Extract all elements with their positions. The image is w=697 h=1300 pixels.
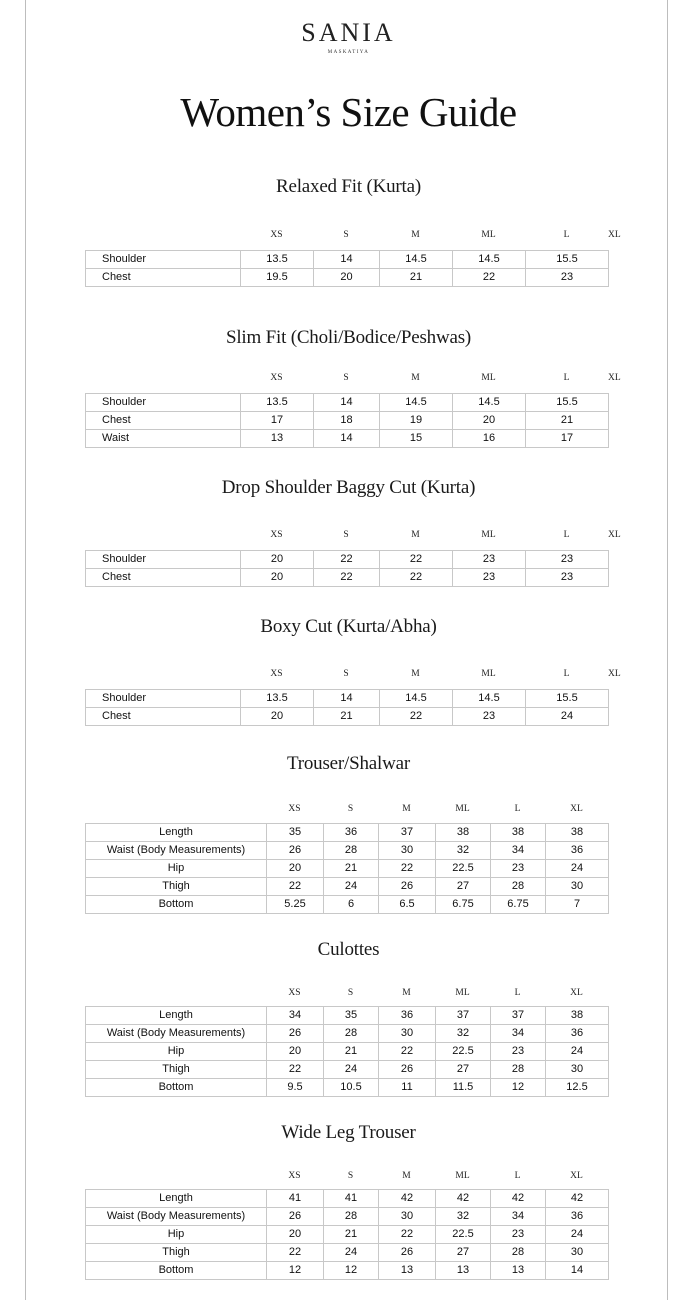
row-label: Waist (Body Measurements) <box>86 1208 267 1226</box>
row-label: Bottom <box>86 1262 267 1280</box>
table-row-shoulder <box>86 690 609 708</box>
table-row-waist-body-measurements <box>86 1025 609 1043</box>
size-cell-xs: 20 <box>241 551 314 569</box>
size-header-ml: ML <box>455 804 470 814</box>
size-header-row <box>85 228 621 242</box>
row-label: Chest <box>86 708 241 726</box>
size-header-ml: ML <box>481 230 496 240</box>
size-cell-m: 15 <box>380 430 453 448</box>
size-cell-ml: 23 <box>453 708 526 726</box>
size-cell-ml: 14.5 <box>453 251 526 269</box>
table-row-bottom <box>86 1079 609 1097</box>
size-header-m: M <box>402 988 411 998</box>
table-row-length <box>86 1190 609 1208</box>
row-label: Shoulder <box>86 251 241 269</box>
size-cell-xl: 38 <box>546 1007 609 1025</box>
size-header-row <box>85 802 608 816</box>
size-cell-m: 14.5 <box>380 394 453 412</box>
table-row-chest <box>86 412 609 430</box>
size-cell-xs: 13.5 <box>241 394 314 412</box>
size-cell-xs: 26 <box>267 1208 324 1226</box>
row-label: Hip <box>86 860 267 878</box>
size-cell-l: 38 <box>491 824 546 842</box>
size-cell-l: 17 <box>526 430 609 448</box>
row-label: Length <box>86 1190 267 1208</box>
size-table <box>85 250 609 287</box>
size-cell-m: 26 <box>379 1061 436 1079</box>
size-cell-m: 14.5 <box>380 690 453 708</box>
size-cell-l: 23 <box>491 860 546 878</box>
size-cell-xs: 26 <box>267 842 324 860</box>
size-cell-s: 12 <box>324 1262 379 1280</box>
table-row-chest <box>86 708 609 726</box>
size-cell-ml: 16 <box>453 430 526 448</box>
size-cell-xl: 36 <box>546 1208 609 1226</box>
size-cell-m: 13 <box>379 1262 436 1280</box>
size-cell-s: 14 <box>314 690 380 708</box>
size-cell-ml: 27 <box>436 1061 491 1079</box>
table-row-hip <box>86 1226 609 1244</box>
size-cell-l: 28 <box>491 878 546 896</box>
section-title: Drop Shoulder Baggy Cut (Kurta) <box>221 477 476 498</box>
section-title: Slim Fit (Choli/Bodice/Peshwas) <box>225 327 472 348</box>
size-cell-m: 6.5 <box>379 896 436 914</box>
size-cell-xl: 36 <box>546 1025 609 1043</box>
size-cell-ml: 32 <box>436 1025 491 1043</box>
size-cell-ml: 14.5 <box>453 690 526 708</box>
size-header-m: M <box>402 804 411 814</box>
size-cell-m: 22 <box>379 1043 436 1061</box>
size-cell-xs: 9.5 <box>267 1079 324 1097</box>
table-row-waist-body-measurements <box>86 842 609 860</box>
size-cell-m: 22 <box>379 1226 436 1244</box>
size-cell-s: 20 <box>314 269 380 287</box>
brand-logo: SANIA <box>301 18 396 47</box>
size-header-row <box>85 371 621 385</box>
size-cell-xs: 35 <box>267 824 324 842</box>
row-label: Chest <box>86 569 241 587</box>
size-cell-m: 14.5 <box>380 251 453 269</box>
row-label: Hip <box>86 1043 267 1061</box>
size-cell-m: 22 <box>379 860 436 878</box>
size-cell-xl: 30 <box>546 1061 609 1079</box>
size-cell-l: 23 <box>526 551 609 569</box>
size-cell-xl: 42 <box>546 1190 609 1208</box>
size-cell-l: 24 <box>526 708 609 726</box>
size-cell-xs: 20 <box>241 708 314 726</box>
size-header-s: S <box>343 230 349 240</box>
size-cell-xs: 34 <box>267 1007 324 1025</box>
size-cell-l: 28 <box>491 1061 546 1079</box>
row-label: Thigh <box>86 1061 267 1079</box>
size-cell-ml: 14.5 <box>453 394 526 412</box>
table-row-chest <box>86 569 609 587</box>
table-row-bottom <box>86 896 609 914</box>
size-cell-xs: 26 <box>267 1025 324 1043</box>
size-cell-xs: 41 <box>267 1190 324 1208</box>
section-title: Wide Leg Trouser <box>281 1122 416 1143</box>
row-label: Thigh <box>86 1244 267 1262</box>
table-row-thigh <box>86 878 609 896</box>
size-cell-xs: 13.5 <box>241 690 314 708</box>
size-header-s: S <box>347 988 354 998</box>
table-row-thigh <box>86 1061 609 1079</box>
size-cell-ml: 23 <box>453 569 526 587</box>
size-cell-s: 41 <box>324 1190 379 1208</box>
row-label: Shoulder <box>86 690 241 708</box>
size-cell-xs: 20 <box>267 860 324 878</box>
size-header-m: M <box>411 373 420 383</box>
size-table <box>85 823 609 914</box>
table-row-hip <box>86 860 609 878</box>
size-cell-xs: 20 <box>267 1043 324 1061</box>
size-cell-s: 28 <box>324 1025 379 1043</box>
size-header-row <box>85 986 608 1000</box>
size-cell-l: 34 <box>491 1208 546 1226</box>
size-cell-ml: 27 <box>436 878 491 896</box>
table-row-waist <box>86 430 609 448</box>
size-cell-xs: 5.25 <box>267 896 324 914</box>
size-cell-s: 6 <box>324 896 379 914</box>
size-cell-l: 23 <box>491 1043 546 1061</box>
size-header-xs: XS <box>270 669 283 679</box>
size-cell-l: 23 <box>491 1226 546 1244</box>
size-cell-s: 24 <box>324 878 379 896</box>
size-cell-ml: 32 <box>436 842 491 860</box>
size-table <box>85 1189 609 1280</box>
size-cell-s: 35 <box>324 1007 379 1025</box>
size-cell-l: 23 <box>526 269 609 287</box>
row-label: Thigh <box>86 878 267 896</box>
size-table <box>85 689 609 726</box>
table-row-waist-body-measurements <box>86 1208 609 1226</box>
size-cell-s: 28 <box>324 1208 379 1226</box>
size-cell-l: 23 <box>526 569 609 587</box>
size-cell-s: 21 <box>324 860 379 878</box>
size-cell-ml: 22.5 <box>436 1226 491 1244</box>
size-header-xs: XS <box>288 1171 301 1181</box>
table-row-thigh <box>86 1244 609 1262</box>
size-cell-ml: 22 <box>453 269 526 287</box>
row-label: Waist (Body Measurements) <box>86 842 267 860</box>
size-cell-xs: 22 <box>267 1061 324 1079</box>
size-header-ml: ML <box>455 988 470 998</box>
header-spacer <box>85 371 240 385</box>
section-title: Boxy Cut (Kurta/Abha) <box>260 616 437 637</box>
size-header-s: S <box>347 804 354 814</box>
size-cell-l: 15.5 <box>526 690 609 708</box>
size-header-m: M <box>411 530 420 540</box>
size-cell-s: 28 <box>324 842 379 860</box>
size-header-m: M <box>411 230 420 240</box>
size-cell-xs: 20 <box>241 569 314 587</box>
size-cell-ml: 6.75 <box>436 896 491 914</box>
size-cell-m: 30 <box>379 842 436 860</box>
size-cell-s: 21 <box>324 1043 379 1061</box>
size-header-xs: XS <box>288 804 301 814</box>
size-cell-m: 36 <box>379 1007 436 1025</box>
size-cell-s: 18 <box>314 412 380 430</box>
size-cell-ml: 20 <box>453 412 526 430</box>
size-cell-m: 22 <box>380 551 453 569</box>
size-header-xl: XL <box>608 669 621 679</box>
size-cell-xs: 12 <box>267 1262 324 1280</box>
size-cell-xl: 30 <box>546 878 609 896</box>
size-cell-s: 22 <box>314 569 380 587</box>
size-header-l: L <box>514 988 521 998</box>
size-header-xl: XL <box>570 804 583 814</box>
size-header-xl: XL <box>608 373 621 383</box>
table-row-shoulder <box>86 394 609 412</box>
row-label: Hip <box>86 1226 267 1244</box>
header-spacer <box>85 802 266 816</box>
table-row-length <box>86 824 609 842</box>
size-cell-l: 15.5 <box>526 394 609 412</box>
size-cell-xs: 22 <box>267 1244 324 1262</box>
page-title: Women’s Size Guide <box>180 89 517 135</box>
size-cell-ml: 22.5 <box>436 1043 491 1061</box>
size-header-row <box>85 1169 608 1183</box>
size-cell-ml: 38 <box>436 824 491 842</box>
section-title: Trouser/Shalwar <box>287 753 410 774</box>
size-cell-s: 21 <box>324 1226 379 1244</box>
brand-subtitle: MASKATIYA <box>327 50 370 55</box>
size-cell-m: 22 <box>380 708 453 726</box>
size-cell-xl: 12.5 <box>546 1079 609 1097</box>
row-label: Waist <box>86 430 241 448</box>
header-spacer <box>85 228 240 242</box>
size-cell-xl: 24 <box>546 1226 609 1244</box>
size-cell-xs: 20 <box>267 1226 324 1244</box>
size-header-l: L <box>563 230 570 240</box>
header-spacer <box>85 1169 266 1183</box>
table-row-bottom <box>86 1262 609 1280</box>
size-cell-s: 14 <box>314 251 380 269</box>
size-cell-l: 28 <box>491 1244 546 1262</box>
size-cell-xs: 17 <box>241 412 314 430</box>
size-cell-l: 13 <box>491 1262 546 1280</box>
table-row-hip <box>86 1043 609 1061</box>
size-cell-l: 34 <box>491 1025 546 1043</box>
size-cell-l: 42 <box>491 1190 546 1208</box>
size-header-l: L <box>563 373 570 383</box>
size-cell-m: 42 <box>379 1190 436 1208</box>
size-header-ml: ML <box>481 669 496 679</box>
size-header-xl: XL <box>608 530 621 540</box>
row-label: Bottom <box>86 896 267 914</box>
size-header-s: S <box>343 373 349 383</box>
size-cell-xl: 36 <box>546 842 609 860</box>
size-header-xs: XS <box>270 530 283 540</box>
size-header-s: S <box>343 669 349 679</box>
size-cell-m: 30 <box>379 1208 436 1226</box>
size-cell-ml: 27 <box>436 1244 491 1262</box>
size-cell-l: 12 <box>491 1079 546 1097</box>
size-header-xl: XL <box>608 230 621 240</box>
size-cell-ml: 42 <box>436 1190 491 1208</box>
table-row-shoulder <box>86 551 609 569</box>
size-cell-m: 30 <box>379 1025 436 1043</box>
size-table <box>85 393 609 448</box>
header-spacer <box>85 528 240 542</box>
size-cell-ml: 13 <box>436 1262 491 1280</box>
section-title: Relaxed Fit (Kurta) <box>276 176 421 197</box>
size-header-xs: XS <box>270 230 283 240</box>
section-title: Culottes <box>317 939 380 960</box>
size-cell-xl: 38 <box>546 824 609 842</box>
size-cell-l: 6.75 <box>491 896 546 914</box>
size-cell-l: 15.5 <box>526 251 609 269</box>
row-label: Chest <box>86 412 241 430</box>
size-cell-m: 22 <box>380 569 453 587</box>
size-header-m: M <box>411 669 420 679</box>
size-table <box>85 1006 609 1097</box>
size-header-ml: ML <box>481 530 496 540</box>
size-header-m: M <box>402 1171 411 1181</box>
size-cell-m: 11 <box>379 1079 436 1097</box>
size-table <box>85 550 609 587</box>
size-header-l: L <box>563 669 570 679</box>
size-cell-xl: 14 <box>546 1262 609 1280</box>
size-header-row <box>85 667 621 681</box>
size-cell-l: 37 <box>491 1007 546 1025</box>
size-cell-s: 14 <box>314 394 380 412</box>
header-spacer <box>85 986 266 1000</box>
size-header-xs: XS <box>288 988 301 998</box>
row-label: Shoulder <box>86 394 241 412</box>
size-cell-m: 26 <box>379 1244 436 1262</box>
size-cell-ml: 32 <box>436 1208 491 1226</box>
size-cell-s: 14 <box>314 430 380 448</box>
size-cell-xs: 22 <box>267 878 324 896</box>
size-cell-m: 21 <box>380 269 453 287</box>
size-header-l: L <box>514 1171 521 1181</box>
size-header-s: S <box>343 530 349 540</box>
size-cell-s: 21 <box>314 708 380 726</box>
size-cell-ml: 22.5 <box>436 860 491 878</box>
size-cell-s: 24 <box>324 1244 379 1262</box>
header-spacer <box>85 667 240 681</box>
size-cell-xl: 24 <box>546 860 609 878</box>
size-header-xl: XL <box>570 988 583 998</box>
size-cell-xl: 24 <box>546 1043 609 1061</box>
size-header-l: L <box>563 530 570 540</box>
size-header-s: S <box>347 1171 354 1181</box>
size-cell-ml: 11.5 <box>436 1079 491 1097</box>
size-cell-ml: 23 <box>453 551 526 569</box>
size-cell-l: 21 <box>526 412 609 430</box>
size-header-xl: XL <box>570 1171 583 1181</box>
size-cell-s: 36 <box>324 824 379 842</box>
size-header-l: L <box>514 804 521 814</box>
row-label: Length <box>86 1007 267 1025</box>
size-cell-s: 24 <box>324 1061 379 1079</box>
size-cell-xs: 13 <box>241 430 314 448</box>
size-cell-l: 34 <box>491 842 546 860</box>
size-header-row <box>85 528 621 542</box>
size-cell-s: 10.5 <box>324 1079 379 1097</box>
size-header-ml: ML <box>481 373 496 383</box>
table-row-shoulder <box>86 251 609 269</box>
size-cell-m: 37 <box>379 824 436 842</box>
size-cell-xl: 30 <box>546 1244 609 1262</box>
row-label: Chest <box>86 269 241 287</box>
table-row-chest <box>86 269 609 287</box>
size-cell-xs: 19.5 <box>241 269 314 287</box>
size-cell-m: 26 <box>379 878 436 896</box>
size-cell-m: 19 <box>380 412 453 430</box>
size-cell-s: 22 <box>314 551 380 569</box>
size-header-ml: ML <box>455 1171 470 1181</box>
size-cell-ml: 37 <box>436 1007 491 1025</box>
size-cell-xl: 7 <box>546 896 609 914</box>
row-label: Shoulder <box>86 551 241 569</box>
row-label: Waist (Body Measurements) <box>86 1025 267 1043</box>
size-header-xs: XS <box>270 373 283 383</box>
table-row-length <box>86 1007 609 1025</box>
row-label: Length <box>86 824 267 842</box>
size-cell-xs: 13.5 <box>241 251 314 269</box>
row-label: Bottom <box>86 1079 267 1097</box>
